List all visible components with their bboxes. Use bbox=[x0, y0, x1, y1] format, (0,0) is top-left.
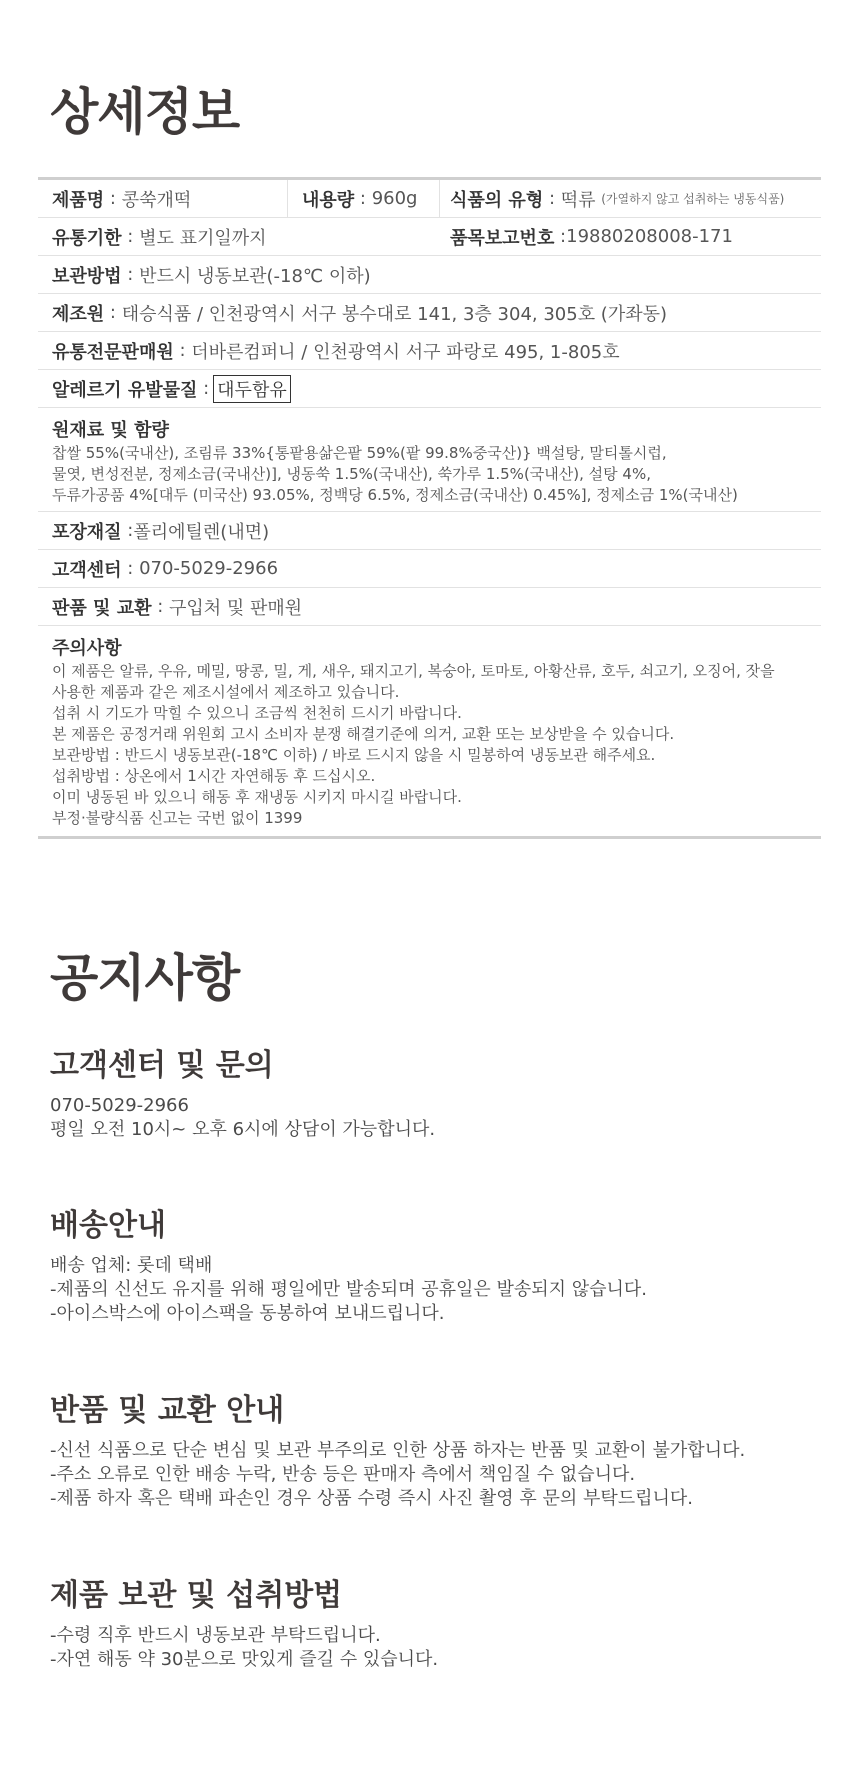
row-storage: 보관방법 : 반드시 냉동보관(-18℃ 이하) bbox=[38, 256, 821, 294]
section-line: -수령 직후 반드시 냉동보관 부탁드립니다. bbox=[50, 1625, 381, 1646]
notice-title: 공지사항 bbox=[50, 949, 240, 1007]
section-line: -아이스박스에 아이스팩을 동봉하여 보내드립니다. bbox=[50, 1303, 445, 1324]
section-title: 반품 및 교환 안내 bbox=[50, 1393, 285, 1428]
row-seller: 유통전문판매원 : 더바른컴퍼니 / 인천광역시 서구 파랑로 495, 1-805호 bbox=[38, 332, 821, 370]
notice-storage-consumption bbox=[50, 1570, 438, 1672]
cs-phone: 070-5029-2966 bbox=[139, 558, 279, 579]
product-name-value: 콩쑥개떡 bbox=[121, 189, 192, 211]
row-customer-center: 고객센터 : 070-5029-2966 bbox=[38, 550, 821, 588]
allergy-label: 알레르기 유발물질 bbox=[52, 379, 198, 401]
storage-value: 반드시 냉동보관(-18℃ 이하) bbox=[139, 265, 371, 287]
caution-line: 섭취방법 : 상온에서 1시간 자연해동 후 드십시오. bbox=[52, 767, 376, 785]
report-no-label: 품목보고번호 bbox=[450, 227, 555, 249]
row-allergy: 알레르기 유발물질 : 대두함유 bbox=[38, 370, 821, 408]
row-packaging: 포장재질 : 폴리에틸렌(내면) bbox=[38, 512, 821, 550]
cs-label: 고객센터 bbox=[52, 559, 122, 581]
manufacturer-label: 제조원 bbox=[52, 303, 105, 325]
ingredients-line: 물엿, 변성전분, 정제소금(국내산)], 냉동쑥 1.5%(국내산), 쑥가루 1.5%(국내산), 설탕 4%, bbox=[52, 465, 651, 483]
sales-label: 판품 및 교환 bbox=[52, 597, 152, 619]
volume-value: 960g bbox=[371, 188, 418, 209]
allergy-value: 대두함유 bbox=[213, 375, 291, 403]
sales-value: 구입처 및 판매원 bbox=[169, 597, 303, 619]
expiry-value: 별도 표기일까지 bbox=[139, 227, 267, 249]
row-ingredients bbox=[38, 408, 821, 512]
notice-customer-center bbox=[50, 1040, 435, 1142]
section-line: 070-5029-2966 bbox=[50, 1095, 189, 1116]
seller-value: 더바른컴퍼니 / 인천광역시 서구 파랑로 495, 1-805호 bbox=[191, 341, 620, 363]
section-line: -신선 식품으로 단순 변심 및 보관 부주의로 인한 상품 하자는 반품 및 교환이 불가합니다. bbox=[50, 1440, 746, 1461]
expiry-label: 유통기한 bbox=[52, 227, 122, 249]
row-manufacturer: 제조원 : 태승식품 / 인천광역시 서구 봉수대로 141, 3층 304, 305호 (가좌동) bbox=[38, 294, 821, 332]
caution-line: 이미 냉동된 바 있으니 해동 후 재냉동 시키지 마시길 바랍니다. bbox=[52, 788, 462, 806]
manufacturer-value: 태승식품 / 인천광역시 서구 봉수대로 141, 3층 304, 305호 (가좌동) bbox=[121, 303, 668, 325]
section-line: 평일 오전 10시~ 오후 6시에 상담이 가능합니다. bbox=[50, 1119, 436, 1140]
caution-line: 섭취 시 기도가 막힐 수 있으니 조금씩 천천히 드시기 바랍니다. bbox=[52, 704, 462, 722]
row-name-volume-type: 제품명 : 콩쑥개떡 내용량 : 960g 식품의 유형 : 떡류 (가열하지 않고 섭취하는 냉동식품) bbox=[38, 180, 821, 218]
row-sales-exchange: 판품 및 교환 : 구입처 및 판매원 bbox=[38, 588, 821, 626]
row-caution bbox=[38, 626, 821, 836]
product-info-table bbox=[38, 177, 821, 839]
ingredients-label: 원재료 및 함량 bbox=[52, 420, 169, 441]
product-name-label: 제품명 bbox=[52, 189, 105, 211]
caution-line: 이 제품은 알류, 우유, 메밀, 땅콩, 밀, 게, 새우, 돼지고기, 복숭아, 토마토, 아황산류, 호두, 쇠고기, 오징어, 잣을 bbox=[52, 662, 775, 680]
food-type-value: 떡류 bbox=[560, 189, 596, 211]
detail-title: 상세정보 bbox=[50, 83, 240, 141]
caution-line: 보관방법 : 반드시 냉동보관(-18℃ 이하) / 바로 드시지 않을 시 밀봉하여 냉동보관 해주세요. bbox=[52, 746, 656, 764]
packaging-value: 폴리에틸렌(내면) bbox=[133, 521, 270, 543]
caution-line: 부정·불량식품 신고는 국번 없이 1399 bbox=[52, 809, 303, 827]
caution-line: 사용한 제품과 같은 제조시설에서 제조하고 있습니다. bbox=[52, 683, 400, 701]
volume-label: 내용량 bbox=[302, 189, 355, 211]
section-line: -주소 오류로 인한 배송 누락, 반송 등은 판매자 측에서 책임질 수 없습니다. bbox=[50, 1464, 636, 1485]
storage-label: 보관방법 bbox=[52, 265, 122, 287]
section-title: 배송안내 bbox=[50, 1208, 166, 1243]
ingredients-line: 두류가공품 4%[대두 (미국산) 93.05%, 정백당 6.5%, 정제소금(국내산) 0.45%], 정제소금 1%(국내산) bbox=[52, 486, 738, 504]
caution-label: 주의사항 bbox=[52, 638, 122, 659]
section-title: 고객센터 및 문의 bbox=[50, 1048, 274, 1083]
caution-line: 본 제품은 공정거래 위원회 고시 소비자 분쟁 해결기준에 의거, 교환 또는 보상받을 수 있습니다. bbox=[52, 725, 675, 743]
notice-shipping bbox=[50, 1200, 647, 1326]
seller-label: 유통전문판매원 bbox=[52, 341, 174, 363]
notice-returns bbox=[50, 1385, 745, 1511]
section-line: 배송 업체: 롯데 택배 bbox=[50, 1255, 213, 1276]
report-no-value: 19880208008-171 bbox=[566, 226, 733, 247]
food-type-label: 식품의 유형 bbox=[450, 189, 544, 211]
section-line: -제품의 신선도 유지를 위해 평일에만 발송되며 공휴일은 발송되지 않습니다. bbox=[50, 1279, 648, 1300]
food-type-note: (가열하지 않고 섭취하는 냉동식품) bbox=[601, 192, 785, 206]
section-line: -제품 하자 혹은 택배 파손인 경우 상품 수령 즉시 사진 촬영 후 문의 부탁드립니다. bbox=[50, 1488, 694, 1509]
packaging-label: 포장재질 bbox=[52, 521, 122, 543]
section-title: 제품 보관 및 섭취방법 bbox=[50, 1578, 343, 1613]
row-expiry-report: 유통기한 : 별도 표기일까지 품목보고번호 : 19880208008-171 bbox=[38, 218, 821, 256]
ingredients-line: 찹쌀 55%(국내산), 조림류 33%{통팥용삶은팥 59%(팥 99.8%중국산)} 백설탕, 말티톨시럽, bbox=[52, 444, 667, 462]
section-line: -자연 해동 약 30분으로 맛있게 즐길 수 있습니다. bbox=[50, 1649, 439, 1670]
